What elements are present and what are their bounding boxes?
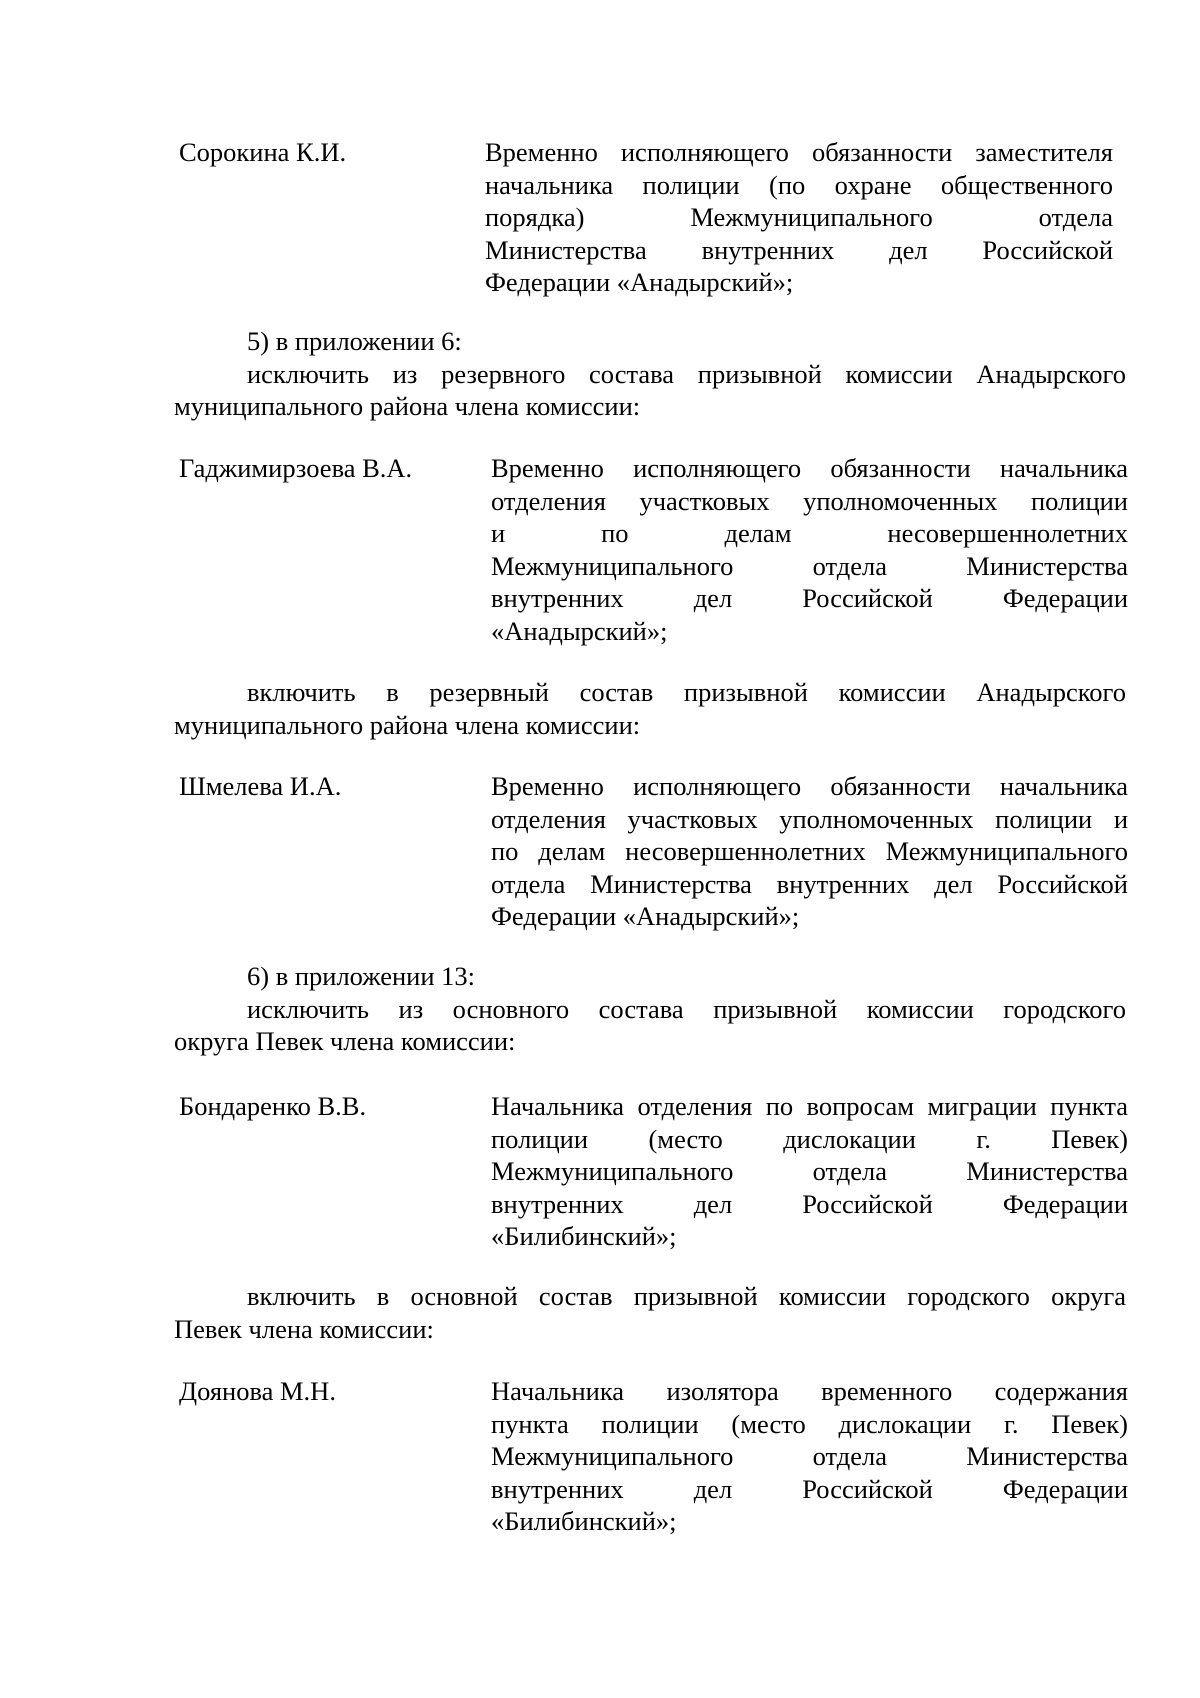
member-name: Бондаренко В.В. (179, 1091, 367, 1121)
role-line: Федерации «Анадырский»; (485, 267, 794, 298)
role-line: Межмуниципального отдела Министерства (491, 550, 1128, 581)
role-line: Федерации «Анадырский»; (491, 901, 800, 932)
paragraph-line: исключить из основного состава призывной комиссии городского (247, 993, 1126, 1024)
section-6-include (174, 1280, 1126, 1345)
member-name: Шмелева И.А. (179, 771, 342, 801)
role-line: полиции (место дислокации г. Певек) (491, 1123, 1128, 1154)
section-6-exclude (174, 960, 1126, 1058)
member-name: Гаджимирзоева В.А. (179, 453, 413, 483)
role-line: отделения участковых уполномоченных полиции (491, 485, 1128, 516)
member-role (485, 136, 1113, 299)
role-line: Временно исполняющего обязанности начальника (491, 453, 1128, 483)
role-line: внутренних дел Российской Федерации (491, 583, 1128, 614)
member-role (491, 1375, 1128, 1538)
role-line: Межмуниципального отдела Министерства (491, 1156, 1128, 1187)
role-line: отделения участковых уполномоченных полиции и (491, 803, 1128, 834)
member-role (491, 452, 1128, 648)
paragraph-line: исключить из резервного состава призывной комиссии Анадырского (247, 358, 1126, 389)
member-name: Доянова М.Н. (179, 1376, 336, 1406)
role-line: Министерства внутренних дел Российской (485, 234, 1113, 265)
role-line: «Анадырский»; (491, 615, 668, 646)
member-role (491, 1090, 1128, 1253)
section-heading: 5) в приложении 6: (247, 326, 462, 356)
member-role (491, 770, 1128, 933)
paragraph-line: округа Певек члена комиссии: (174, 1026, 516, 1057)
paragraph-line: муниципального района члена комиссии: (174, 709, 641, 740)
role-line: «Билибинский»; (491, 1506, 677, 1537)
role-line: начальника полиции (по охране общественного (485, 169, 1113, 200)
role-line: и по делам несовершеннолетних (491, 518, 1128, 549)
role-line: Начальника изолятора временного содержания (491, 1376, 1128, 1406)
role-line: Временно исполняющего обязанности заместителя (485, 137, 1113, 167)
role-line: Временно исполняющего обязанности начальника (491, 771, 1128, 801)
role-line: «Билибинский»; (491, 1221, 677, 1252)
role-line: порядка) Межмуниципального отдела (485, 202, 1113, 233)
role-line: внутренних дел Российской Федерации (491, 1188, 1128, 1219)
paragraph-line: Певек члена комиссии: (174, 1313, 434, 1344)
member-name: Сорокина К.И. (179, 137, 347, 167)
role-line: пункта полиции (место дислокации г. Певек) (491, 1408, 1128, 1439)
paragraph-line: муниципального района члена комиссии: (174, 391, 641, 422)
role-line: Начальника отделения по вопросам миграции пункта (491, 1091, 1128, 1121)
paragraph-line: включить в резервный состав призывной комиссии Анадырского (247, 677, 1126, 707)
role-line: внутренних дел Российской Федерации (491, 1473, 1128, 1504)
role-line: по делам несовершеннолетних Межмуниципального (491, 836, 1128, 867)
role-line: Межмуниципального отдела Министерства (491, 1441, 1128, 1472)
role-line: отдела Министерства внутренних дел Российской (491, 868, 1128, 899)
section-5-exclude (174, 325, 1126, 423)
section-5-include (174, 676, 1126, 741)
section-heading: 6) в приложении 13: (247, 961, 476, 991)
paragraph-line: включить в основной состав призывной комиссии городского округа (247, 1281, 1126, 1311)
